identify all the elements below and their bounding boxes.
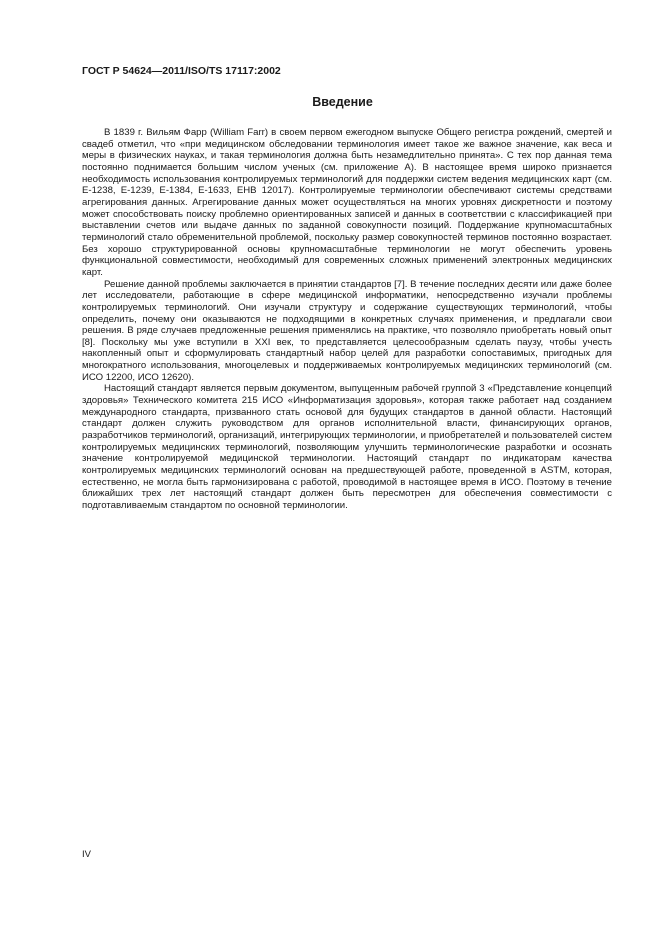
document-header: ГОСТ Р 54624—2011/ISO/TS 17117:2002 — [82, 65, 281, 77]
paragraph: Настоящий стандарт является первым документом, выпущенным рабочей группой 3 «Представление концепций здоровья» Технического комитета 215 ИСО «Информатизация здоровья», которая также работает над созданием международного стандарта, призванного стать основой для будущих стандартов в данной области. Настоящий стандарт должен служить руководством для органов исполнительной власти, финансирующих органов, разработчиков терминологий, организаций, интегрирующих терминологии, и приобретателей и пользователей систем контролируемых медицинских терминологий, позволяющим улучшить терминологические разработки и осознать значение контролируемой медицинской терминологии. Настоящий стандарт по индикаторам качества контролируемых медицинских терминологий основан на предшествующей работе, проведенной в ASTM, которая, естественно, не могла быть гармонизирована с работой, проводимой в настоящее время в ИСО. Поэтому в течение ближайших трех лет настоящий стандарт должен быть пересмотрен для обеспечения совместимости с подготавливаемым стандартом по основной терминологии. — [82, 383, 612, 511]
page-number: IV — [82, 849, 91, 860]
body-text — [82, 127, 612, 512]
section-title: Введение — [312, 95, 373, 109]
paragraph: В 1839 г. Вильям Фарр (William Farr) в своем первом ежегодном выпуске Общего регистра рождений, смертей и свадеб отметил, что «при медицинском обследовании терминология имеет такое же важное значение, как веса и меры в физических науках, и такая терминология должна быть незамедлительно принята». С тех пор данная тема постоянно поднимается большим числом ученых (см. приложение А). В настоящее время широко признается необходимость использования контролируемых терминологий для поддержки систем ведения медицинских карт (см. Е-1238, Е-1239, Е-1384, Е-1633, ЕНВ 12017). Контролируемые терминологии обеспечивают системы средствами агрегирования данных. Агрегирование данных может осуществляться на многих уровнях дискретности и поэтому может способствовать поиску проблемно ориентированных записей и данных в соответствии с классификацией при выставлении счетов или выдаче данных по заданной совокупности позиций. Поддержание крупномасштабных терминологий стало обременительной проблемой, поскольку размер совокупностей терминов постоянно возрастает. Без хорошо структурированной основы крупномасштабные терминологии не могут обеспечить уровень функциональной совместимости, необходимый для современных сложных применений электронных медицинских карт. — [82, 127, 612, 278]
paragraph: Решение данной проблемы заключается в принятии стандартов [7]. В течение последних десяти или даже более лет исследователи, работающие в сфере медицинской информатики, непосредственно изучали проблемы контролируемых терминологий. Они изучали структуру и содержание существующих терминологий, чтобы определить, почему они оказываются не подходящими в конкретных случаях применения, и предлагали свои решения. В ряде случаев предложенные решения применялись на практике, что позволяло приобретать новый опыт [8]. Поскольку мы уже вступили в XXI век, то представляется целесообразным сделать паузу, чтобы учесть накопленный опыт и сформулировать стандартный набор целей для разработки сопоставимых, пригодных для многократного использования, многоцелевых и поддерживаемых контролируемых медицинских терминологий (см. ИСО 12200, ИСО 12620). — [82, 278, 612, 383]
